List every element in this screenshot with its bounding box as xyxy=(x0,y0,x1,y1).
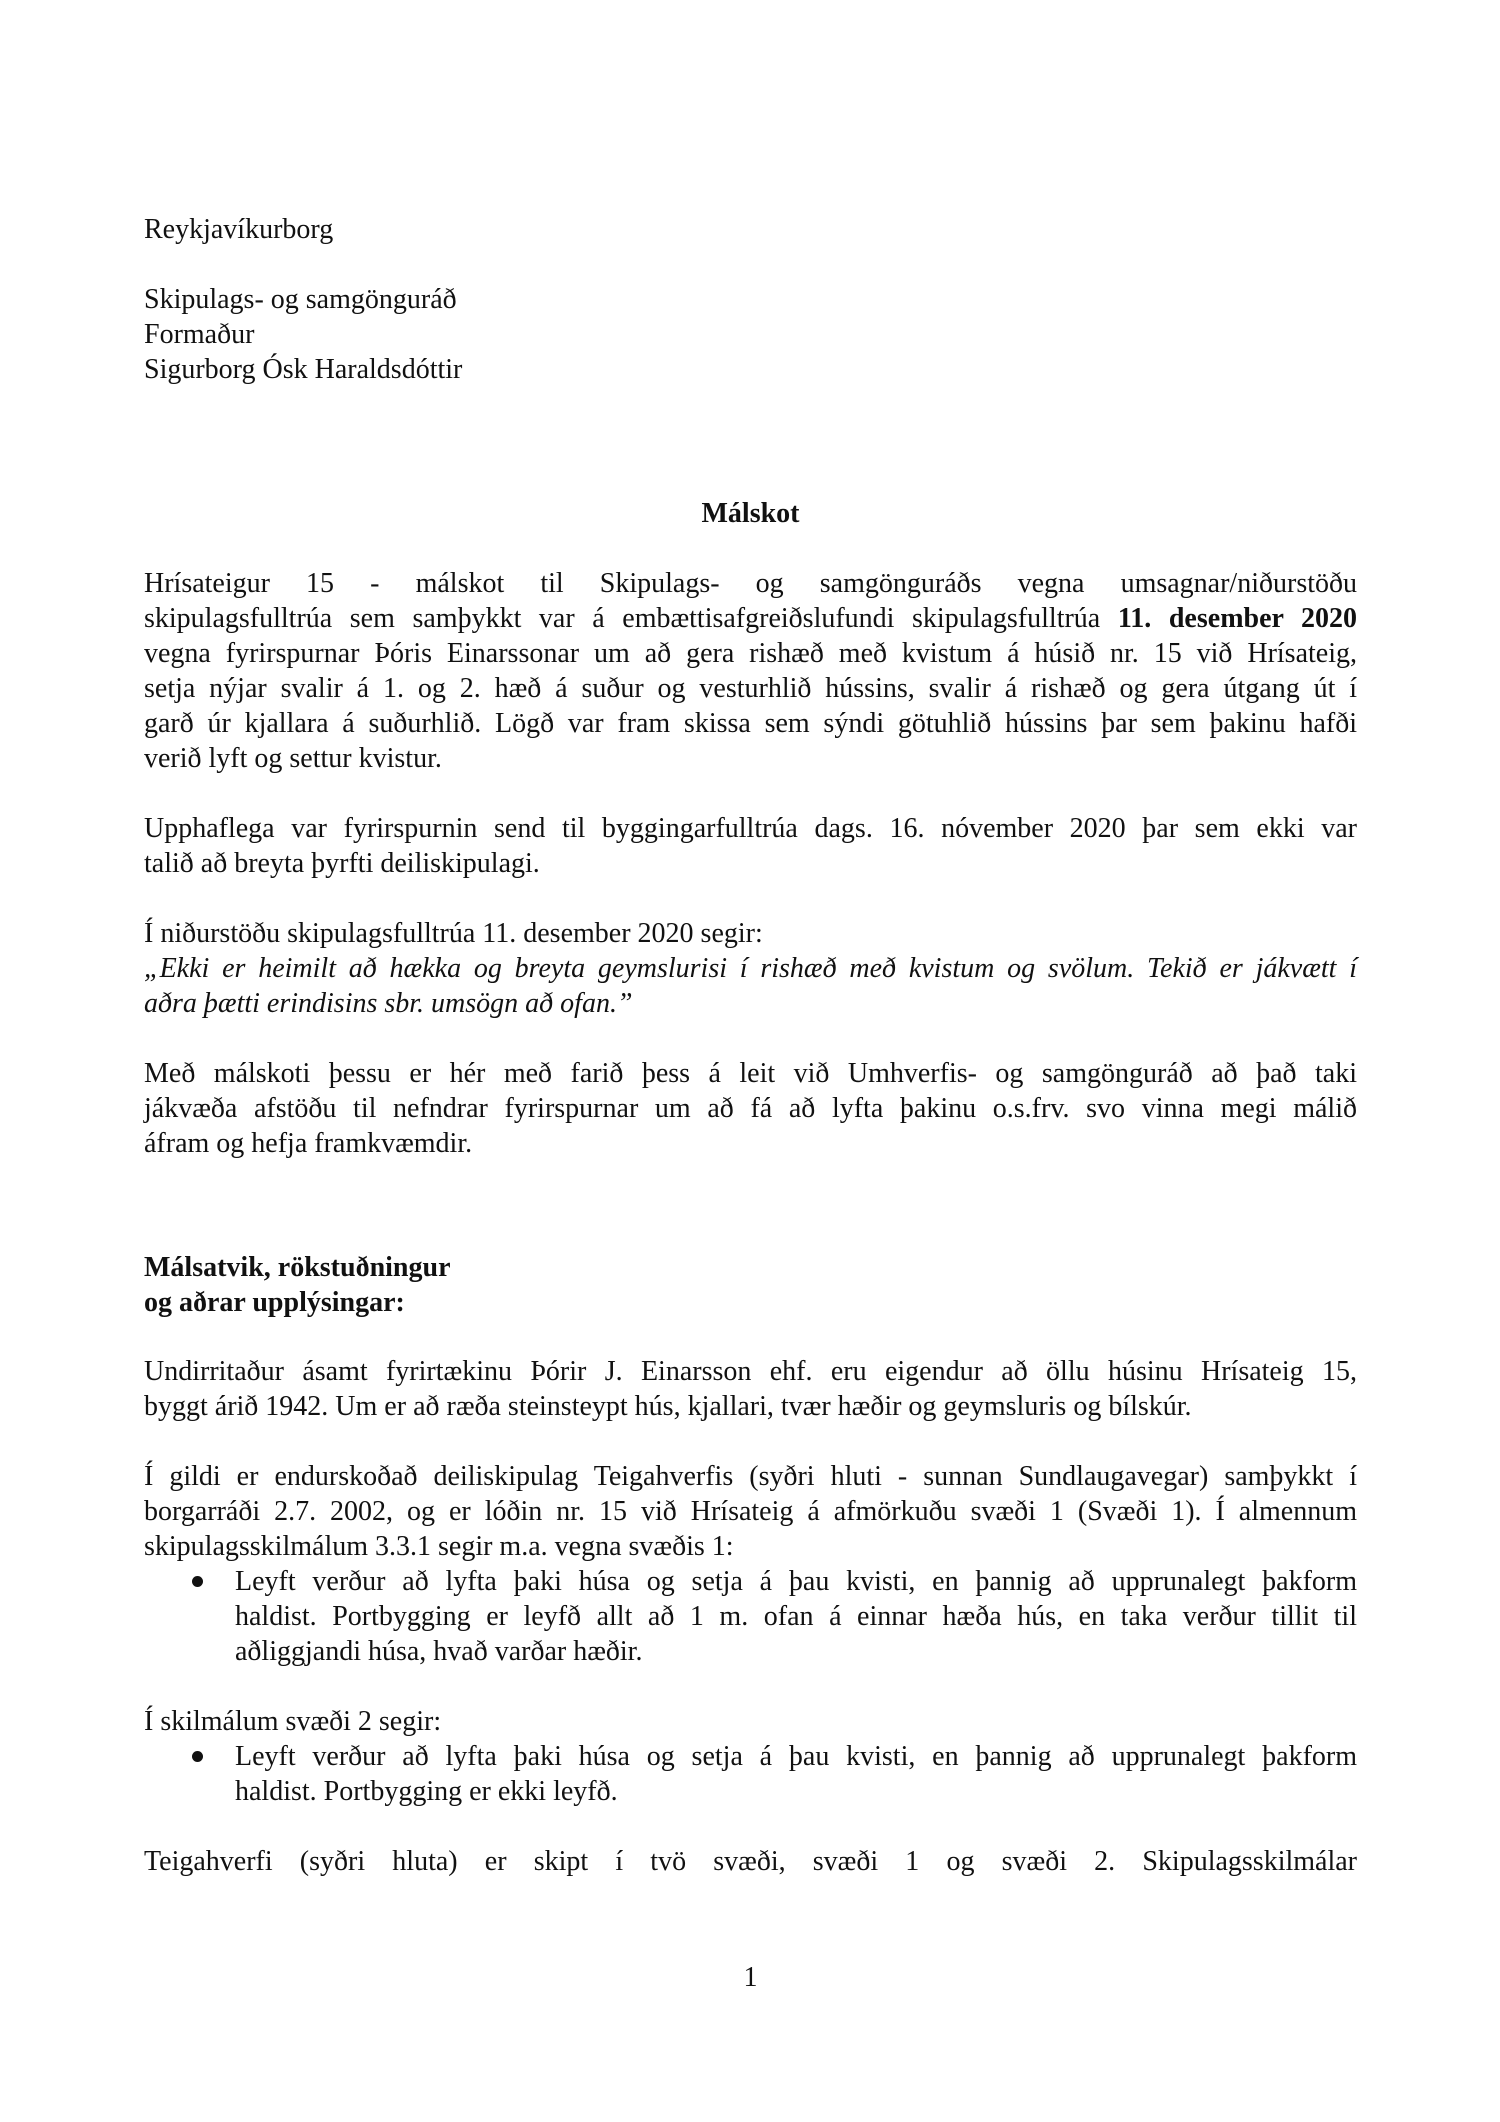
upphaflega-paragraph: Upphaflega var fyrirspurnin send til byggingarfulltrúa dags. 16. nóvember 2020 þar sem ekki var talið að breyta þyrfti deiliskipulagi. xyxy=(144,813,1357,879)
svaedi2-paragraph xyxy=(144,1704,1357,1809)
svaedi2-lead: Í skilmálum svæði 2 segir: xyxy=(144,1706,442,1737)
intro-paragraph: Hrísateigur 15 - málskot til Skipulags- og samgönguráðs vegna umsagnar/niðurstöðu skipulagsfulltrúa sem samþykkt var á embættisafgreiðslufundi skipulagsfulltrúa 11. desember 2020 vegna fyrirspurnar Þóris Einarssonar um að gera rishæð með kvistum á húsið nr. 15 við Hrísateig, setja nýjar svalir á 1. og 2. hæð á suður og vesturhlið hússins, svalir á rishæð og gera útgang út í garð úr kjallara á suðurhlið. Lögð var fram skissa sem sýndi götuhlið hússins þar sem þakinu hafði verið lyft og settur kvistur. xyxy=(144,568,1358,774)
quote-line: aðra þætti erindisins sbr. umsögn að ofan.” xyxy=(144,988,633,1019)
bullet-icon xyxy=(192,1751,203,1762)
undirritadur-paragraph: Undirritaður ásamt fyrirtækinu Þórir J. Einarsson ehf. eru eigendur að öllu húsinu Hrísateig 15, byggt árið 1942. Um er að ræða steinsteypt hús, kjallari, tvær hæðir og geymsluris og bílskúr. xyxy=(144,1356,1357,1422)
recipient-name: Sigurborg Ósk Haraldsdóttir xyxy=(144,354,463,385)
page-number: 1 xyxy=(743,1962,758,1993)
zone2-bullet-list xyxy=(144,1739,1357,1809)
list-item: Leyft verður að lyfta þaki húsa og setja á þau kvisti, en þannig að upprunalegt þakform haldist. Portbygging er ekki leyfð. xyxy=(144,1739,1357,1809)
recipient-block xyxy=(144,282,1357,387)
recipient-role: Formaður xyxy=(144,319,255,350)
malskot-paragraph: Með málskoti þessu er hér með farið þess á leit við Umhverfis- og samgönguráð að það taki jákvæða afstöðu til nefndrar fyrirspurnar um að fá að lyfta þakinu o.s.frv. svo vinna megi málið áfram og hefja framkvæmdir. xyxy=(144,1058,1357,1159)
teigahverfi-paragraph: Teigahverfi (syðri hluta) er skipt í tvö svæði, svæði 1 og svæði 2. Skipulagsskilmálar xyxy=(144,1846,1357,1877)
list-item: Leyft verður að lyfta þaki húsa og setja á þau kvisti, en þannig að upprunalegt þakform haldist. Portbygging er leyfð allt að 1 m. ofan á einnar hæða hús, en taka verður tillit til aðliggjandi húsa, hvað varðar hæðir. xyxy=(144,1564,1357,1669)
zone1-bullet-list xyxy=(144,1564,1357,1669)
nidurstada-lead: Í niðurstöðu skipulagsfulltrúa 11. desember 2020 segir: xyxy=(144,918,763,949)
recipient-org: Reykjavíkurborg xyxy=(144,214,334,245)
recipient-council: Skipulags- og samgönguráð xyxy=(144,284,457,315)
nidurstada-paragraph xyxy=(144,916,1357,1021)
decision-date: 11. desember 2020 xyxy=(1117,603,1358,634)
section-heading: Málsatvik, rökstuðningur og aðrar upplýsingar: xyxy=(144,1252,451,1318)
bullet-icon xyxy=(192,1576,203,1587)
page-title: Málskot xyxy=(701,498,800,529)
gildi-paragraph: Í gildi er endurskoðað deiliskipulag Teigahverfis (syðri hluti - sunnan Sundlaugavegar) samþykkt í borgarráði 2.7. 2002, og er lóðin nr. 15 við Hrísateig á afmörkuðu svæði 1 (Svæði 1). Í almennum skipulagsskilmálum 3.3.1 segir m.a. vegna svæðis 1: Leyft verður að lyfta þaki húsa og setja á þau kvisti, en þannig að upprunalegt þakform haldist. Portbygging er leyfð allt að 1 m. ofan á einnar hæða hús, en taka verður tillit til aðliggjandi húsa, hvað varðar hæðir. xyxy=(144,1461,1357,1667)
quote-line: „Ekki er heimilt að hækka og breyta geymslurisi í rishæð með kvistum og svölum. Tekið er jákvætt í xyxy=(144,953,1357,984)
